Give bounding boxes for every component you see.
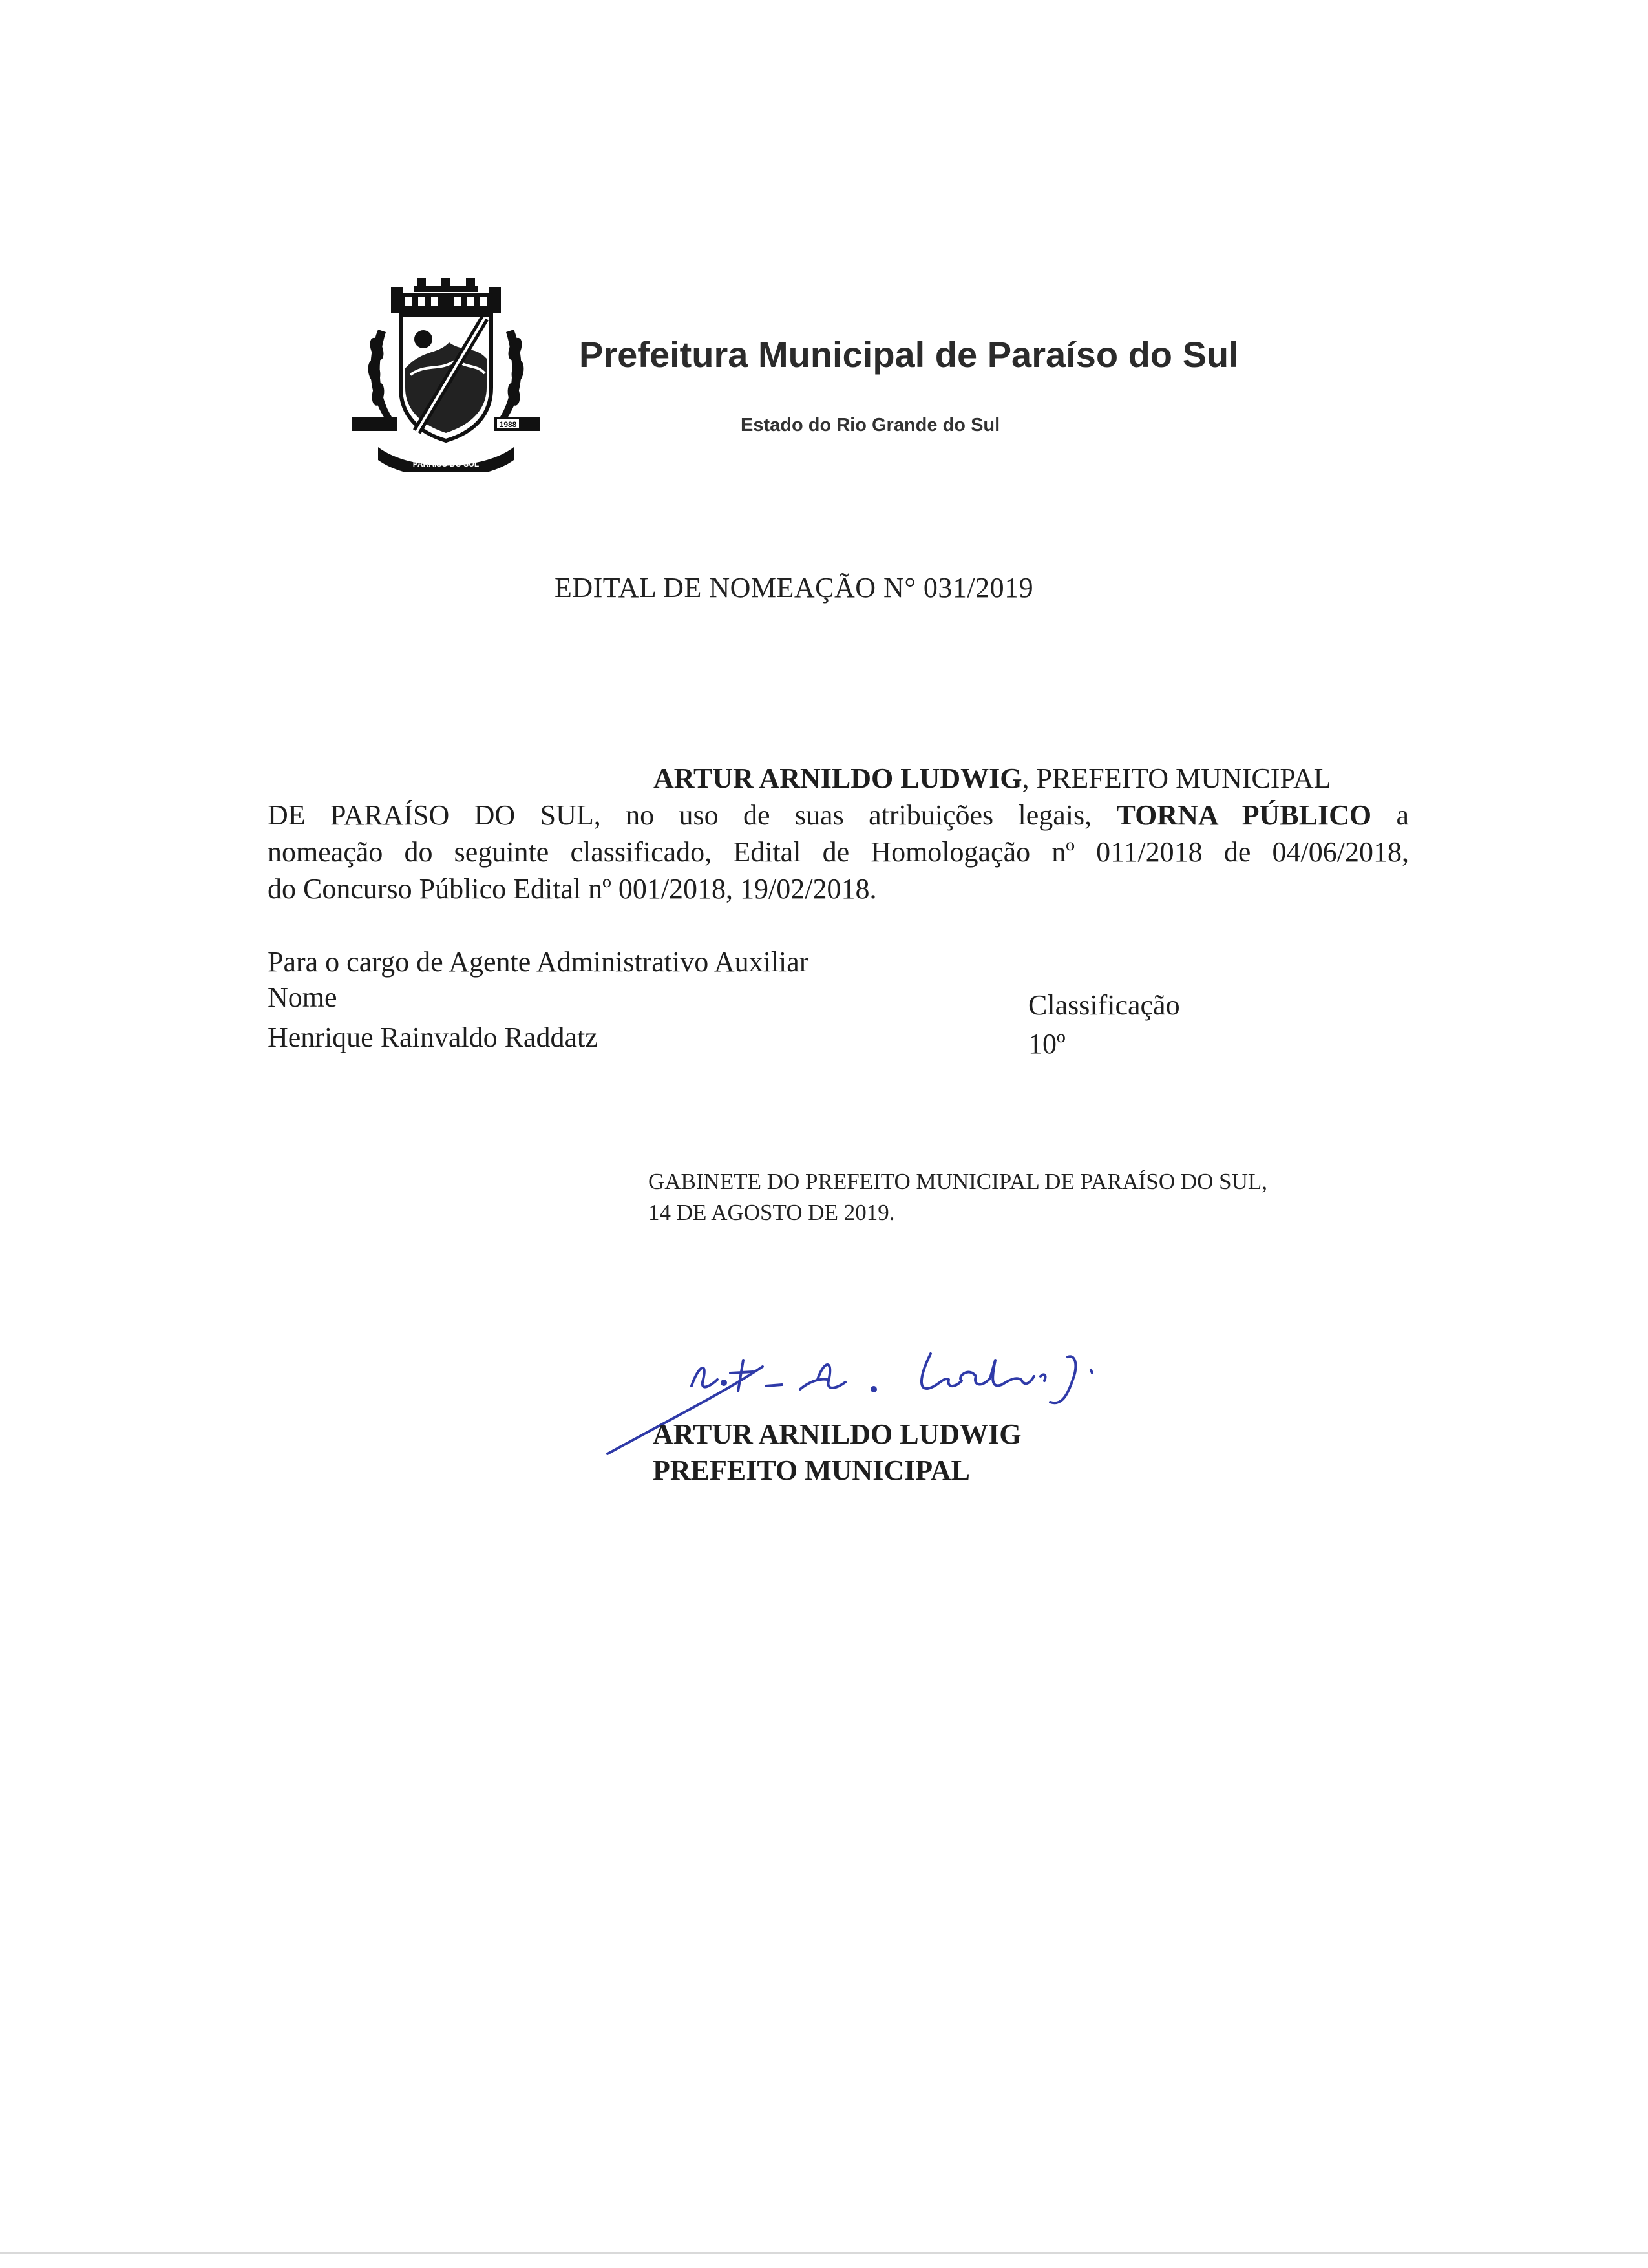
crest-year: 1988 [499,420,517,429]
signer-name: ARTUR ARNILDO LUDWIG [653,1418,1022,1450]
body-line-2b: a [1396,799,1410,831]
appointee-classification: 10º [1028,1028,1066,1060]
body-line-4: do Concurso Público Edital nº 001/2018, 19/02/2018. [268,873,877,905]
body-paragraph [268,760,1409,907]
body-line-1 [268,760,1409,797]
closing-block [648,1166,1267,1228]
closing-line-1: GABINETE DO PREFEITO MUNICIPAL DE PARAÍSO DO SUL, [648,1169,1268,1194]
body-line-1-rest: , PREFEITO MUNICIPAL [1022,762,1331,794]
mayor-name-inline: ARTUR ARNILDO LUDWIG [653,762,1022,794]
role-line: Para o cargo de Agente Administrativo Auxiliar [268,946,809,978]
appointee-name: Henrique Rainvaldo Raddatz [268,1022,598,1053]
signer-role: PREFEITO MUNICIPAL [653,1454,970,1486]
closing-line-2: 14 DE AGOSTO DE 2019. [648,1200,895,1225]
org-name: Prefeitura Municipal de Paraíso do Sul [579,334,1239,375]
crest-motto: PARAÍSO DO SUL [412,459,480,468]
column-header-classification: Classificação [1028,989,1180,1021]
column-header-name: Nome [268,982,337,1013]
body-line-3: nomeação do seguinte classificado, Edital de Homologação nº 011/2018 de 04/06/2018, [268,836,1409,868]
body-line-2a: DE PARAÍSO DO SUL, no uso de suas atribuições legais, [268,799,1092,831]
torna-publico: TORNA PÚBLICO [1116,799,1372,831]
municipal-coat-of-arms-icon [352,278,540,472]
org-state: Estado do Rio Grande do Sul [741,415,1000,436]
body-line-2 [268,797,1409,834]
page-bottom-edge [0,2252,1648,2254]
document-title: EDITAL DE NOMEAÇÃO N° 031/2019 [555,572,1034,604]
signer-block [653,1416,1022,1489]
